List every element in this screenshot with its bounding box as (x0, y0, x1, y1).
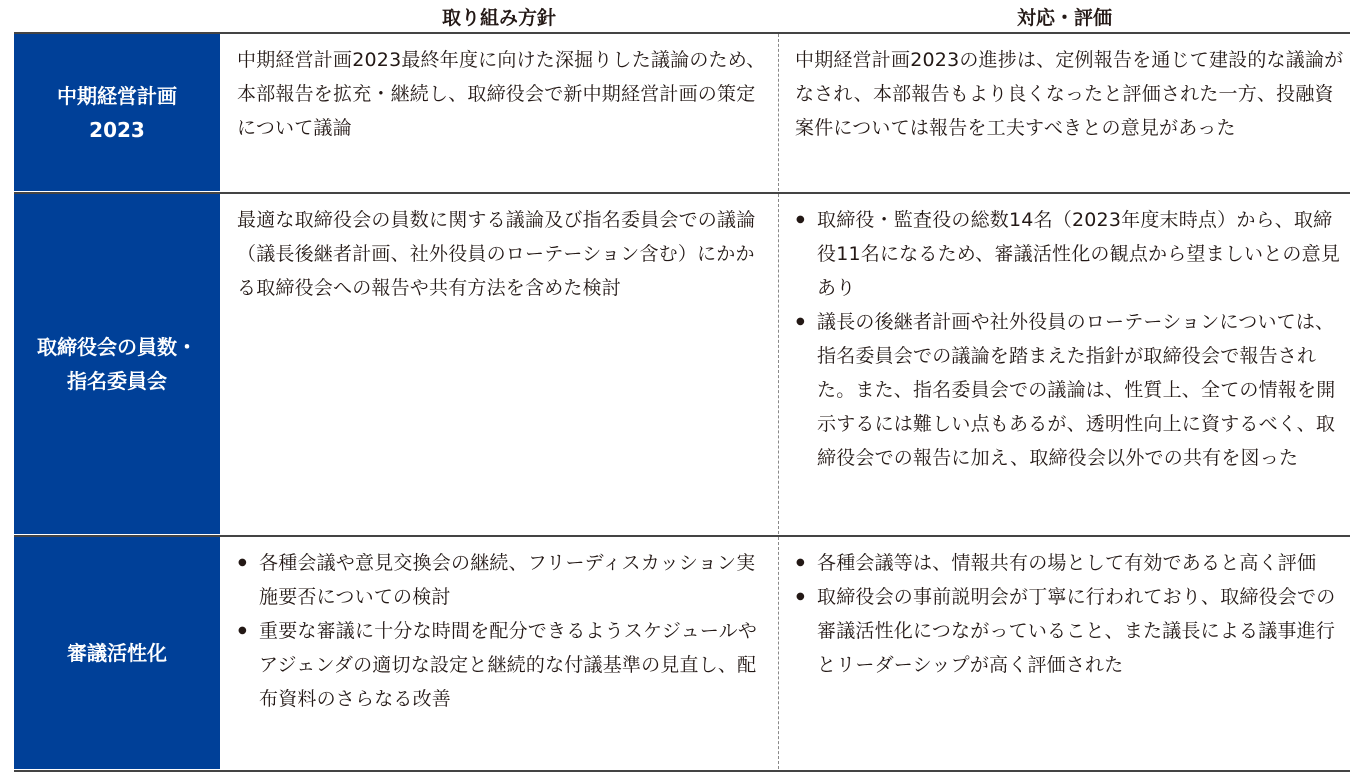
response-cell (779, 194, 1350, 534)
response-cell (779, 34, 1350, 191)
list-item: ● 重要な審議に十分な時間を配分できるようスケジュールやアジェンダの適切な設定と継続的な付議基準の見直し、配布資料のさらなる改善 (237, 614, 768, 716)
row-label-line: 中期経営計画 (57, 83, 177, 108)
row-label-line: 取締役会の員数・ (37, 335, 197, 359)
policy-cell (220, 34, 779, 191)
row-label-line: 2023 (89, 117, 145, 142)
row-label-line: 指名委員会 (67, 369, 167, 393)
list-item: ● 取締役・監査役の総数14名（2023年度末時点）から、取締役11名になるため、審議活性化の観点から望ましいとの意見あり (795, 203, 1344, 305)
column-header-policy: 取り組み方針 (441, 6, 556, 29)
response-text: 中期経営計画2023の進捗は、定例報告を通じて建設的な議論がなされ、本部報告もより良くなったと評価された一方、投融資案件については報告を工夫すべきとの意見があった (795, 49, 1344, 139)
row-label-line: 審議活性化 (67, 641, 167, 665)
list-item: ● 議長の後継者計画や社外役員のローテーションについては、指名委員会での議論を踏まえた指針が取締役会で報告された。また、指名委員会での議論は、性質上、全ての情報を開示するには難しい点もあるが、透明性向上に資するべく、取締役会での報告に加え、取締役会以外での共有を図った (795, 305, 1344, 475)
list-item: ● 各種会議等は、情報共有の場として有効であると高く評価 (795, 546, 1344, 580)
policy-cell (220, 537, 779, 769)
table-row (14, 537, 1350, 769)
policy-text: 最適な取締役会の員数に関する議論及び指名委員会での議論（議長後継者計画、社外役員のローテーション含む）にかかる取締役会への報告や共有方法を含めた検討 (237, 209, 756, 299)
row-label (14, 34, 220, 191)
table-divider (14, 770, 1350, 772)
table-row (14, 34, 1350, 191)
row-label (14, 194, 220, 534)
row-label (14, 537, 220, 769)
response-list (795, 203, 1344, 475)
response-cell (779, 537, 1350, 769)
policy-cell (220, 194, 779, 534)
list-item: ● 各種会議や意見交換会の継続、フリーディスカッション実施要否についての検討 (237, 546, 768, 614)
table-row (14, 194, 1350, 534)
policy-text: 中期経営計画2023最終年度に向けた深掘りした議論のため、本部報告を拡充・継続し、取締役会で新中期経営計画の策定について議論 (237, 49, 766, 139)
response-list (795, 546, 1344, 682)
column-header-response: 対応・評価 (1016, 6, 1112, 29)
list-item: ● 取締役会の事前説明会が丁寧に行われており、取締役会での審議活性化につながっていること、また議長による議事進行とリーダーシップが高く評価された (795, 580, 1344, 682)
policy-list (237, 546, 768, 716)
